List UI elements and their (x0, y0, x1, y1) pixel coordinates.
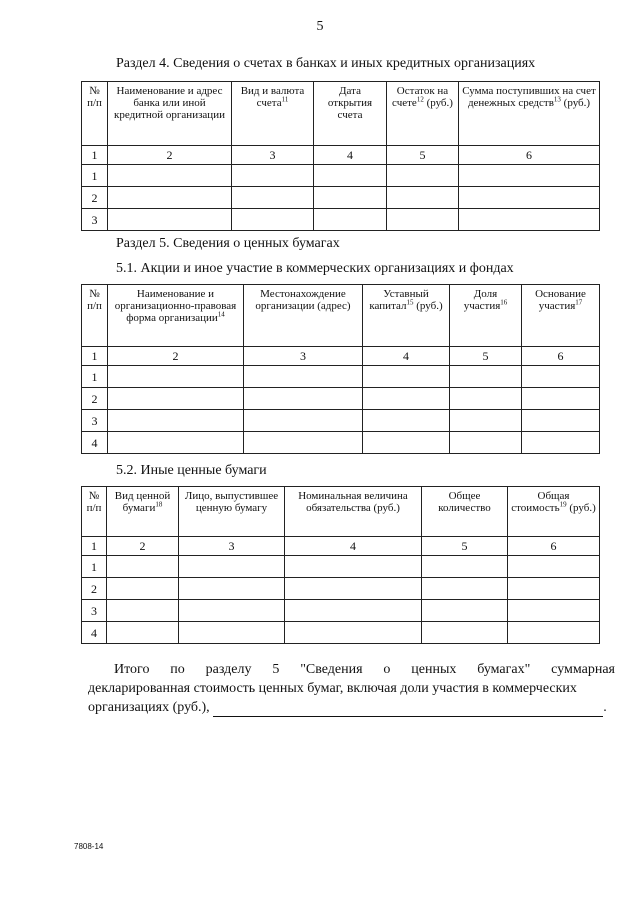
s51-header-2: Наименование и организационно-правовая форма организации$^{14}$ (108, 285, 244, 347)
input-cell[interactable] (314, 209, 387, 231)
input-cell[interactable] (508, 556, 600, 578)
input-cell[interactable] (179, 600, 285, 622)
s51-number-row: 1 2 3 4 5 6 (82, 347, 600, 366)
table-row: 2 (82, 578, 600, 600)
input-cell[interactable] (244, 410, 363, 432)
s4-header-6: Сумма поступивших на счет денежных средств$^{13}$ (руб.) (459, 82, 600, 146)
input-cell[interactable] (508, 600, 600, 622)
total-line-2: декларированная стоимость ценных бумаг, включая доли участия в коммерческих (88, 681, 577, 696)
total-value-field[interactable] (213, 702, 603, 717)
input-cell[interactable] (363, 410, 450, 432)
document-code: 7808-14 (74, 842, 104, 851)
input-cell[interactable] (107, 622, 179, 644)
section5-1-title: 5.1. Акции и иное участие в коммерческих организациях и фондах (116, 261, 514, 276)
table-row: 3 (82, 600, 600, 622)
input-cell[interactable] (522, 366, 600, 388)
input-cell[interactable] (387, 165, 459, 187)
input-cell[interactable] (363, 388, 450, 410)
input-cell[interactable] (179, 556, 285, 578)
section4-table (81, 81, 600, 231)
table-row: 1 (82, 165, 600, 187)
input-cell[interactable] (107, 578, 179, 600)
input-cell[interactable] (363, 366, 450, 388)
input-cell[interactable] (450, 432, 522, 454)
input-cell[interactable] (108, 209, 232, 231)
s51-header-4: Уставный капитал$^{15}$ (руб.) (363, 285, 450, 347)
input-cell[interactable] (107, 600, 179, 622)
total-paragraph (88, 660, 615, 717)
s4-header-4: Дата открытия счета (314, 82, 387, 146)
total-line-1: Итого по разделу 5 "Сведения о ценных бумагах" суммарная (114, 662, 615, 677)
input-cell[interactable] (387, 187, 459, 209)
table-row: 4 (82, 432, 600, 454)
input-cell[interactable] (107, 556, 179, 578)
input-cell[interactable] (508, 622, 600, 644)
input-cell[interactable] (422, 600, 508, 622)
input-cell[interactable] (450, 366, 522, 388)
input-cell[interactable] (422, 622, 508, 644)
input-cell[interactable] (459, 165, 600, 187)
input-cell[interactable] (422, 556, 508, 578)
table-row: 3 (82, 209, 600, 231)
table-row: 2 (82, 187, 600, 209)
input-cell[interactable] (285, 600, 422, 622)
s52-header-5: Общее количество (422, 487, 508, 537)
s51-header-6: Основание участия$^{17}$ (522, 285, 600, 347)
section5-title: Раздел 5. Сведения о ценных бумагах (116, 236, 340, 251)
input-cell[interactable] (459, 209, 600, 231)
input-cell[interactable] (508, 578, 600, 600)
section5-1-table (81, 284, 600, 454)
s4-header-1: № п/п (82, 82, 108, 146)
input-cell[interactable] (232, 209, 314, 231)
section4-title: Раздел 4. Сведения о счетах в банках и иных кредитных организациях (116, 56, 536, 71)
s52-header-3: Лицо, выпустившее ценную бумагу (179, 487, 285, 537)
input-cell[interactable] (244, 366, 363, 388)
input-cell[interactable] (363, 432, 450, 454)
input-cell[interactable] (232, 187, 314, 209)
s52-header-1: № п/п (82, 487, 107, 537)
input-cell[interactable] (179, 578, 285, 600)
table-row: 1 (82, 366, 600, 388)
table-row: 4 (82, 622, 600, 644)
input-cell[interactable] (244, 432, 363, 454)
input-cell[interactable] (314, 165, 387, 187)
input-cell[interactable] (522, 410, 600, 432)
input-cell[interactable] (108, 366, 244, 388)
input-cell[interactable] (244, 388, 363, 410)
s51-header-3: Местонахождение организации (адрес) (244, 285, 363, 347)
input-cell[interactable] (285, 578, 422, 600)
s4-number-row: 1 2 3 4 5 6 (82, 146, 600, 165)
input-cell[interactable] (108, 432, 244, 454)
input-cell[interactable] (422, 578, 508, 600)
input-cell[interactable] (522, 432, 600, 454)
input-cell[interactable] (522, 388, 600, 410)
input-cell[interactable] (459, 187, 600, 209)
s52-number-row: 1 2 3 4 5 6 (82, 537, 600, 556)
input-cell[interactable] (285, 556, 422, 578)
s51-header-5: Доля участия$^{16}$ (450, 285, 522, 347)
input-cell[interactable] (108, 165, 232, 187)
section5-2-title: 5.2. Иные ценные бумаги (116, 463, 267, 478)
input-cell[interactable] (450, 388, 522, 410)
input-cell[interactable] (108, 187, 232, 209)
s4-header-3: Вид и валюта счета$^{11}$ (232, 82, 314, 146)
s52-header-2: Вид ценной бумаги$^{18}$ (107, 487, 179, 537)
input-cell[interactable] (179, 622, 285, 644)
table-row: 1 (82, 556, 600, 578)
input-cell[interactable] (108, 410, 244, 432)
input-cell[interactable] (387, 209, 459, 231)
section5-2-table (81, 486, 600, 644)
s51-header-1: № п/п (82, 285, 108, 347)
input-cell[interactable] (108, 388, 244, 410)
s52-header-6: Общая стоимость$^{19}$ (руб.) (508, 487, 600, 537)
s52-header-4: Номинальная величина обязательства (руб.) (285, 487, 422, 537)
table-row: 2 (82, 388, 600, 410)
input-cell[interactable] (314, 187, 387, 209)
input-cell[interactable] (285, 622, 422, 644)
table-row: 3 (82, 410, 600, 432)
s4-header-2: Наименование и адрес банка или иной кредитной организации (108, 82, 232, 146)
page-number: 5 (316, 19, 324, 34)
input-cell[interactable] (450, 410, 522, 432)
total-line-3: организациях (руб.), . (88, 700, 607, 715)
s4-header-5: Остаток на счете$^{12}$ (руб.) (387, 82, 459, 146)
input-cell[interactable] (232, 165, 314, 187)
